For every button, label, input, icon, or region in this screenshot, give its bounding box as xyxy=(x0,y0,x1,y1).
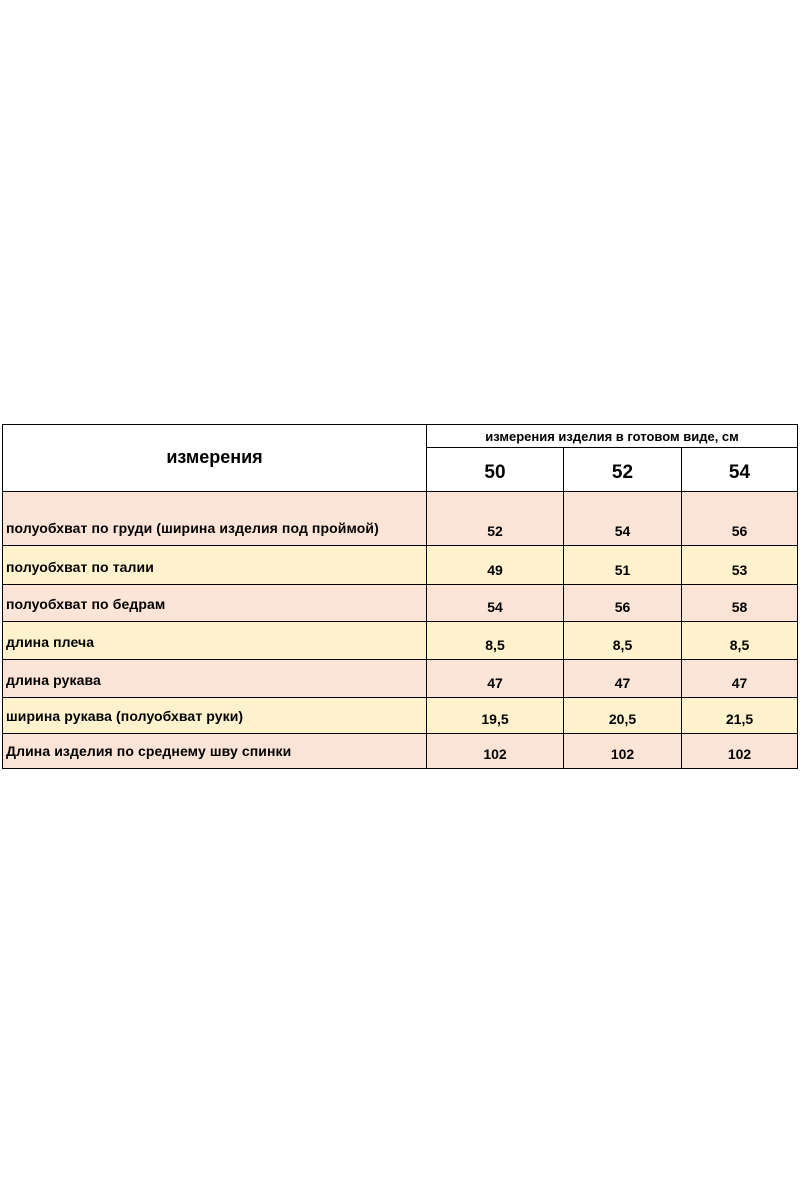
row-label: Длина изделия по среднему шву спинки xyxy=(6,743,292,759)
row-label: длина плеча xyxy=(6,634,95,650)
size-header-52 xyxy=(563,448,681,491)
size-header-54 xyxy=(681,448,797,491)
value-cell xyxy=(681,622,797,659)
value-cell xyxy=(563,585,681,621)
value-cell xyxy=(563,660,681,697)
value: 52 xyxy=(487,523,503,539)
value: 47 xyxy=(487,675,503,691)
row-label-cell xyxy=(3,660,426,697)
value-cell xyxy=(681,585,797,621)
row-label: длина рукава xyxy=(6,672,101,688)
value: 54 xyxy=(487,599,503,615)
size-table xyxy=(2,424,798,769)
row-label-cell xyxy=(3,585,426,621)
value-cell xyxy=(426,492,563,545)
value-cell xyxy=(426,546,563,584)
table-row xyxy=(3,491,797,545)
header-group-label: измерения изделия в готовом виде, см xyxy=(485,429,739,444)
value: 8,5 xyxy=(729,637,750,653)
value: 54 xyxy=(614,523,631,539)
value: 19,5 xyxy=(481,711,509,727)
size-header-label: 54 xyxy=(728,462,751,483)
value-cell xyxy=(563,698,681,733)
value-cell xyxy=(681,546,797,584)
value-cell xyxy=(563,734,681,768)
value: 58 xyxy=(731,599,748,615)
value-cell xyxy=(563,622,681,659)
table-row xyxy=(3,584,797,621)
value-cell xyxy=(681,660,797,697)
value: 47 xyxy=(614,675,631,691)
value: 20,5 xyxy=(608,711,637,727)
table-row xyxy=(3,733,797,768)
row-label-cell xyxy=(3,734,426,768)
value: 102 xyxy=(483,746,507,762)
value: 53 xyxy=(731,562,748,578)
value-cell xyxy=(426,622,563,659)
value-cell xyxy=(681,492,797,545)
row-label-cell xyxy=(3,492,426,545)
value-cell xyxy=(426,734,563,768)
value: 51 xyxy=(614,562,631,578)
value-cell xyxy=(681,734,797,768)
value: 49 xyxy=(487,562,503,578)
value: 21,5 xyxy=(725,711,754,727)
table-row xyxy=(3,659,797,697)
row-label-cell xyxy=(3,698,426,733)
size-header-label: 52 xyxy=(611,462,634,483)
value: 8,5 xyxy=(612,637,633,653)
size-header-label: 50 xyxy=(484,462,506,483)
row-label: полуобхват по груди (ширина изделия под проймой) xyxy=(6,520,379,536)
value-cell xyxy=(426,585,563,621)
value-cell xyxy=(563,492,681,545)
value-cell xyxy=(563,546,681,584)
value-cell xyxy=(681,698,797,733)
header-measure-label: измерения xyxy=(166,447,263,467)
value: 56 xyxy=(731,523,748,539)
value-cell xyxy=(426,698,563,733)
row-label-cell xyxy=(3,622,426,659)
row-label-cell xyxy=(3,546,426,584)
value: 102 xyxy=(727,746,752,762)
value-cell xyxy=(426,660,563,697)
value: 56 xyxy=(614,599,631,615)
header-group-cell xyxy=(426,425,797,448)
table-row xyxy=(3,621,797,659)
value: 8,5 xyxy=(485,637,505,653)
value: 47 xyxy=(731,675,748,691)
value: 102 xyxy=(610,746,635,762)
row-label: полуобхват по бедрам xyxy=(6,596,166,612)
row-label: полуобхват по талии xyxy=(6,559,154,575)
table-row xyxy=(3,545,797,584)
table-row xyxy=(3,697,797,733)
row-label: ширина рукава (полуобхват руки) xyxy=(6,708,244,724)
header-sizes-row xyxy=(3,448,797,491)
size-header-50 xyxy=(426,448,563,491)
